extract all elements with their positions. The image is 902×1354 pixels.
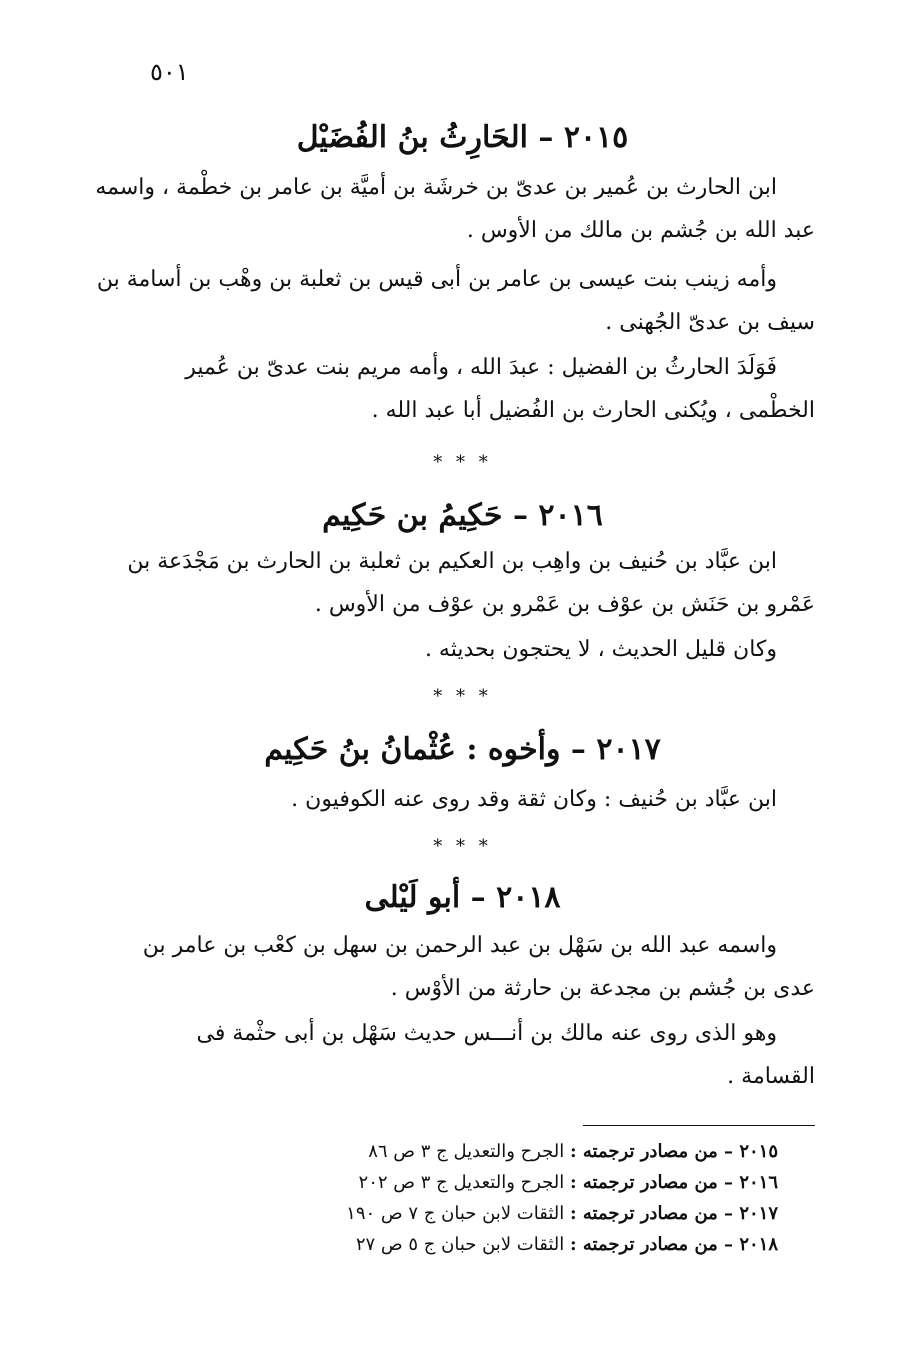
entry-2015-paragraph-3 [110, 346, 815, 432]
footnotes [250, 1136, 778, 1260]
separator-stars: * * * [433, 836, 492, 857]
entry-2015-paragraph-1 [95, 166, 815, 252]
page-number: ٥٠١ [150, 58, 189, 86]
text-line: ابن عبَّاد بن حُنيف : وكان ثقة وقد روى عنه الكوفيون . [291, 787, 777, 812]
text-line: عَمْرو بن حَنَش بن عوْف بن عَمْرو بن عوْف من الأوس . [314, 592, 815, 617]
separator-stars: * * * [433, 452, 492, 473]
separator-stars: * * * [433, 686, 492, 707]
entry-2017-paragraph-1 [110, 778, 815, 821]
entry-2018-paragraph-2 [110, 1012, 815, 1098]
entry-2017 [110, 730, 815, 770]
text-line: واسمه عبد الله بن سَهْل بن عبد الرحمن بن سهل بن كعْب بن عامر بن [142, 933, 777, 958]
text-line: ابن عبَّاد بن حُنيف بن واهِب بن العكيم بن ثعلبة بن الحارث بن مَجْدَعة بن [127, 549, 777, 574]
footnote-text: الثقات لابن حبان ج ٥ ص ٢٧ [355, 1234, 565, 1255]
entry-2016 [110, 496, 815, 536]
entry-2016-paragraph-2 [110, 628, 815, 671]
entry-2015-paragraph-2 [96, 258, 815, 344]
text-line: القسامة . [727, 1064, 815, 1089]
text-line: وكان قليل الحديث ، لا يحتجون بحديثه . [424, 637, 777, 662]
text-line: وهو الذى روى عنه مالك بن أنـــس حديث سَهْل بن أبى حثْمة فى [196, 1021, 777, 1046]
entry-2016-paragraph-1 [110, 540, 815, 626]
footnote-text: الجرح والتعديل ج ٣ ص ٢٠٢ [358, 1172, 565, 1193]
footnote-item [250, 1167, 778, 1198]
entry-2018-paragraph-1 [110, 924, 815, 1010]
text-line: الخطْمى ، ويُكنى الحارث بن الفُضيل أبا عبد الله . [371, 398, 815, 423]
entry-heading: ٢٠١٦ – حَكِيمُ بن حَكِيم [322, 498, 603, 533]
footnote-text: الثقات لابن حبان ج ٧ ص ١٩٠ [346, 1203, 565, 1224]
entry-heading: ٢٠١٨ – أبو لَيْلى [364, 880, 561, 915]
entry-2015 [110, 118, 815, 158]
text-line: وأمه زينب بنت عيسى بن عامر بن أبى قيس بن ثعلبة بن وهْب بن أسامة بن [96, 267, 777, 292]
footnote-head: ٢٠١٨ – من مصادر ترجمته : [570, 1234, 778, 1255]
footnote-head: ٢٠١٥ – من مصادر ترجمته : [570, 1141, 778, 1162]
entry-heading: ٢٠١٥ – الحَارِثُ بنُ الفُضَيْل [296, 120, 629, 155]
text-line: عدى بن جُشم بن مجدعة بن حارثة من الأوْس . [390, 976, 815, 1001]
text-line: فَوَلَدَ الحارثُ بن الفضيل : عبدَ الله ، وأمه مريم بنت عدىّ بن عُمير [185, 355, 777, 380]
footnote-head: ٢٠١٦ – من مصادر ترجمته : [570, 1172, 778, 1193]
footnote-item [250, 1136, 778, 1167]
footnote-text: الجرح والتعديل ج ٣ ص ٨٦ [368, 1141, 565, 1162]
entry-heading: ٢٠١٧ – وأخوه : عُثْمانُ بنُ حَكِيم [264, 732, 661, 767]
text-line: ابن الحارث بن عُمير بن عدىّ بن خرشَة بن أميَّة بن عامر بن خطْمة ، واسمه [95, 175, 777, 200]
footnote-item [250, 1198, 778, 1229]
footnote-rule [583, 1125, 815, 1126]
text-line: سيف بن عدىّ الجُهنى . [605, 310, 815, 335]
entry-2018 [110, 878, 815, 918]
footnote-item [250, 1229, 778, 1260]
text-line: عبد الله بن جُشم بن مالك من الأوس . [466, 218, 815, 243]
footnote-head: ٢٠١٧ – من مصادر ترجمته : [570, 1203, 778, 1224]
